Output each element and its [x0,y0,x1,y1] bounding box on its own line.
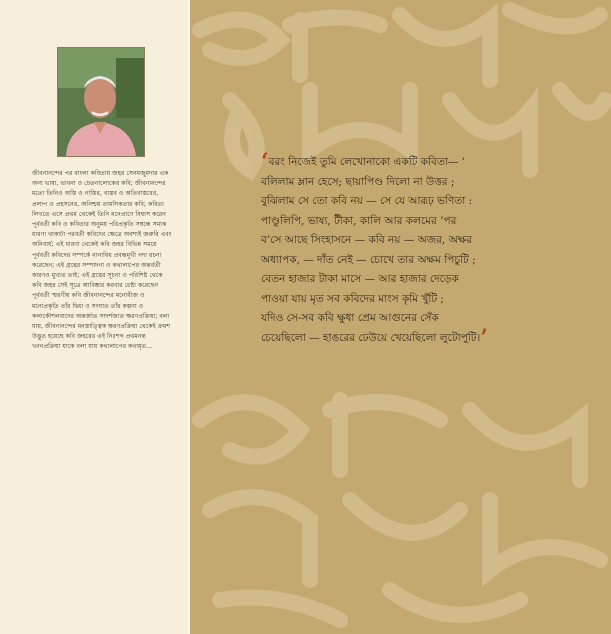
open-quote-mark: ‘ [261,149,269,175]
quote-line: বেতন হাজার টাকা মাসে — আর হাজার দেড়েক [261,273,459,285]
left-panel [0,0,188,634]
quote-line: বুঝিলাম সে তো কবি নয় — সে যে আরূঢ় ভণিতা : [261,195,473,207]
quote-line: ব’সে আছে সিংহাসনে — কবি নয় — অজর, অক্ষর [261,234,472,246]
quote-line: পাওয়া যায় মৃত সব কবিদের মাংস কৃমি খুঁটি ; [261,292,444,305]
quote-line: পাণ্ডুলিপি, ভাষ্য, টীকা, কালি আর কলমের ’পর [261,214,457,227]
author-blurb: জীবনানন্দের পর বাংলা কবিতায় জহর সেনমজুমদার এক অন্য ভাষা, ভাবনা ও চেতনালোকের কবি; জীবনানন্দের মতো তিনিও অস্তি ও নাস্তির, বাস্তব ও অতিবাস্তবের, প্রলাপ ও প্রহসনের, অনিশ্চয় তামসিকতার কবি; কবিতা লিখতে এসে প্রথম থেকেই তিনি মনেপ্রাণে বিশ্বাস করেন পূর্ববর্তী কবি ও কবিতার অনুময় পরিপ্রকৃতি সম্বন্ধে সম্যক ধারণা থাকাটা পরবর্তী কবিদের ক্ষেত্রে অবশ্যই জরুরি এবং অনিবার্য; এই ধারণা থেকেই কবি জহর বিভিন্ন সময়ে পূর্ববর্তী কবিদের সম্পর্কে নানাবিধ প্রবন্ধমূখী গদ্য রচনা করেছেন; এই গ্রন্থের সম্পাদনা ও কথালাপের অন্তর্বর্তী কারণও মুখ্যত তাই; এই গ্রন্থের সূচনা ও পরিশিষ্ট থেকে কবি জহর সেই সূত্রে আবিষ্কার করবার চেষ্টা করেছেন পূর্ববর্তী স্মরণীয় কবি জীবনানন্দের মনোবীজ ও মনোপ্রকৃতি তাঁর দ্বিধা ও সংঘাত তাঁর কল্পনা ও কলাকৌশলবাদের অন্তর্জাত সাদর্শজাত ক্ষরণপ্রক্রিয়া; বলা যায়, জীবনানন্দের মনস্তাত্ত্বিক ক্ষরণপ্রক্রিয়া থেকেই ক্রমশ উদ্ভূত হয়েছে কবি জহরের এই নিঃশব্দ প্রথমনন্ত খননপ্রক্রিয়া যাকে বলা যায় কথালাপের কথামৃত... [32,170,172,351]
quote-line: অধ্যাপক, — দাঁত নেই — চোখে তার অক্ষম পিচুটি ; [261,253,476,266]
author-photo [57,47,145,157]
poem-quote [261,149,601,351]
close-quote-mark: ’ [480,324,488,351]
quote-line: বলিলাম ম্লান হেসে; ছায়াপিণ্ড দিলো না উত্তর ; [261,175,455,188]
quote-line: চেয়েছিলো — হাঙরের ঢেউয়ে খেয়েছিলো লুটোপুটি।’ [261,324,488,351]
quote-line: ‘বরং নিজেই তুমি লেখোনাকো একটি কবিতা— ’ [261,149,466,175]
right-panel [190,0,611,634]
quote-line: যদিও সে-সব কবি ক্ষুধা প্রেম আগুনের সেঁক [261,312,439,324]
